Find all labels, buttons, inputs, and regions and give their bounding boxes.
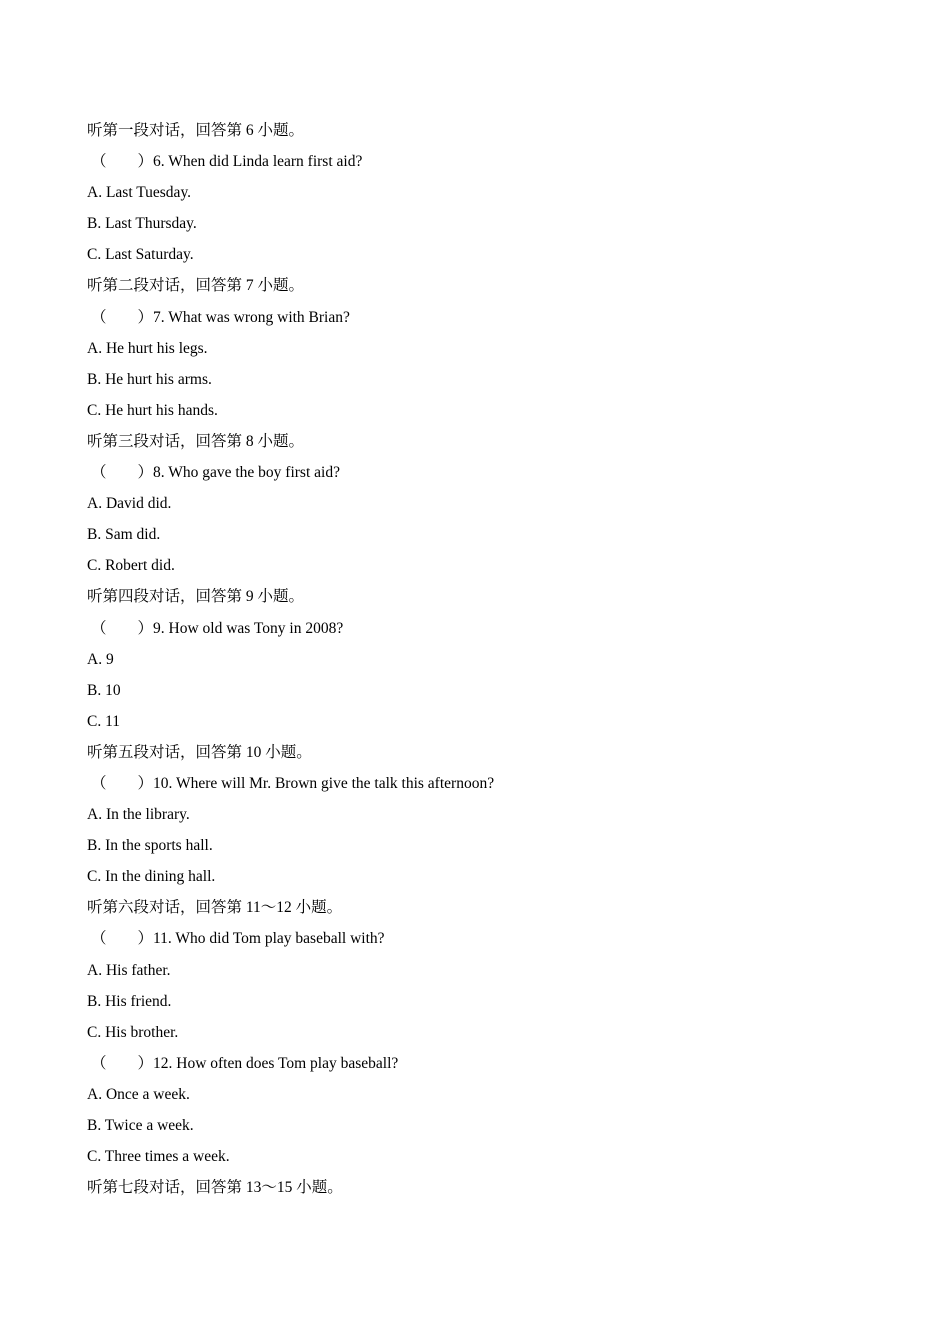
option: B. He hurt his arms. bbox=[87, 370, 212, 388]
question-text: 8. Who gave the boy first aid? bbox=[153, 464, 340, 482]
question bbox=[87, 768, 887, 799]
answer-blank: （ ） bbox=[91, 774, 154, 792]
question bbox=[87, 613, 887, 644]
option: C. Three times a week. bbox=[87, 1148, 230, 1166]
option: B. 10 bbox=[87, 681, 121, 699]
question bbox=[87, 923, 887, 954]
option: B. His friend. bbox=[87, 992, 172, 1010]
option: A. Last Tuesday. bbox=[87, 184, 192, 202]
answer-blank: （ ） bbox=[91, 308, 154, 326]
question-text: 6. When did Linda learn first aid? bbox=[153, 153, 363, 171]
option: C. 11 bbox=[87, 712, 121, 730]
option: A. 9 bbox=[87, 650, 114, 668]
section-heading: 听第一段对话，回答第 6 小题。 bbox=[87, 122, 305, 139]
option: A. He hurt his legs. bbox=[87, 339, 208, 357]
question-text: 9. How old was Tony in 2008? bbox=[153, 619, 344, 637]
answer-blank: （ ） bbox=[91, 1054, 154, 1072]
answer-blank: （ ） bbox=[91, 930, 154, 948]
answer-blank: （ ） bbox=[91, 153, 154, 171]
option: A. His father. bbox=[87, 961, 171, 979]
section-heading: 听第五段对话，回答第 10 小题。 bbox=[87, 743, 312, 761]
option: C. His brother. bbox=[87, 1023, 179, 1041]
option: B. In the sports hall. bbox=[87, 837, 213, 855]
answer-blank: （ ） bbox=[91, 619, 154, 637]
question bbox=[87, 302, 887, 333]
option: A. David did. bbox=[87, 495, 172, 513]
option: B. Sam did. bbox=[87, 526, 161, 544]
section-heading: 听第六段对话，回答第 11～12 小题。 bbox=[87, 899, 343, 917]
section-heading: 听第二段对话，回答第 7 小题。 bbox=[87, 277, 305, 295]
question bbox=[87, 457, 887, 488]
option: C. In the dining hall. bbox=[87, 868, 216, 886]
question-text: 11. Who did Tom play baseball with? bbox=[153, 930, 385, 948]
section-heading: 听第四段对话，回答第 9 小题。 bbox=[87, 588, 305, 606]
option: C. He hurt his hands. bbox=[87, 401, 218, 419]
answer-blank: （ ） bbox=[91, 464, 154, 482]
section-heading: 听第七段对话，回答第 13～15 小题。 bbox=[87, 1179, 343, 1197]
question-text: 10. Where will Mr. Brown give the talk this afternoon? bbox=[153, 774, 495, 792]
question-text: 12. How often does Tom play baseball? bbox=[153, 1054, 399, 1072]
option: B. Last Thursday. bbox=[87, 215, 197, 233]
option: C. Robert did. bbox=[87, 557, 175, 575]
option: B. Twice a week. bbox=[87, 1117, 194, 1134]
question bbox=[87, 1048, 887, 1079]
document-page bbox=[87, 115, 887, 1203]
question-text: 7. What was wrong with Brian? bbox=[153, 308, 350, 326]
section-heading: 听第三段对话，回答第 8 小题。 bbox=[87, 432, 305, 450]
question bbox=[87, 146, 887, 177]
option: C. Last Saturday. bbox=[87, 246, 194, 264]
option: A. In the library. bbox=[87, 806, 190, 824]
option: A. Once a week. bbox=[87, 1085, 190, 1103]
